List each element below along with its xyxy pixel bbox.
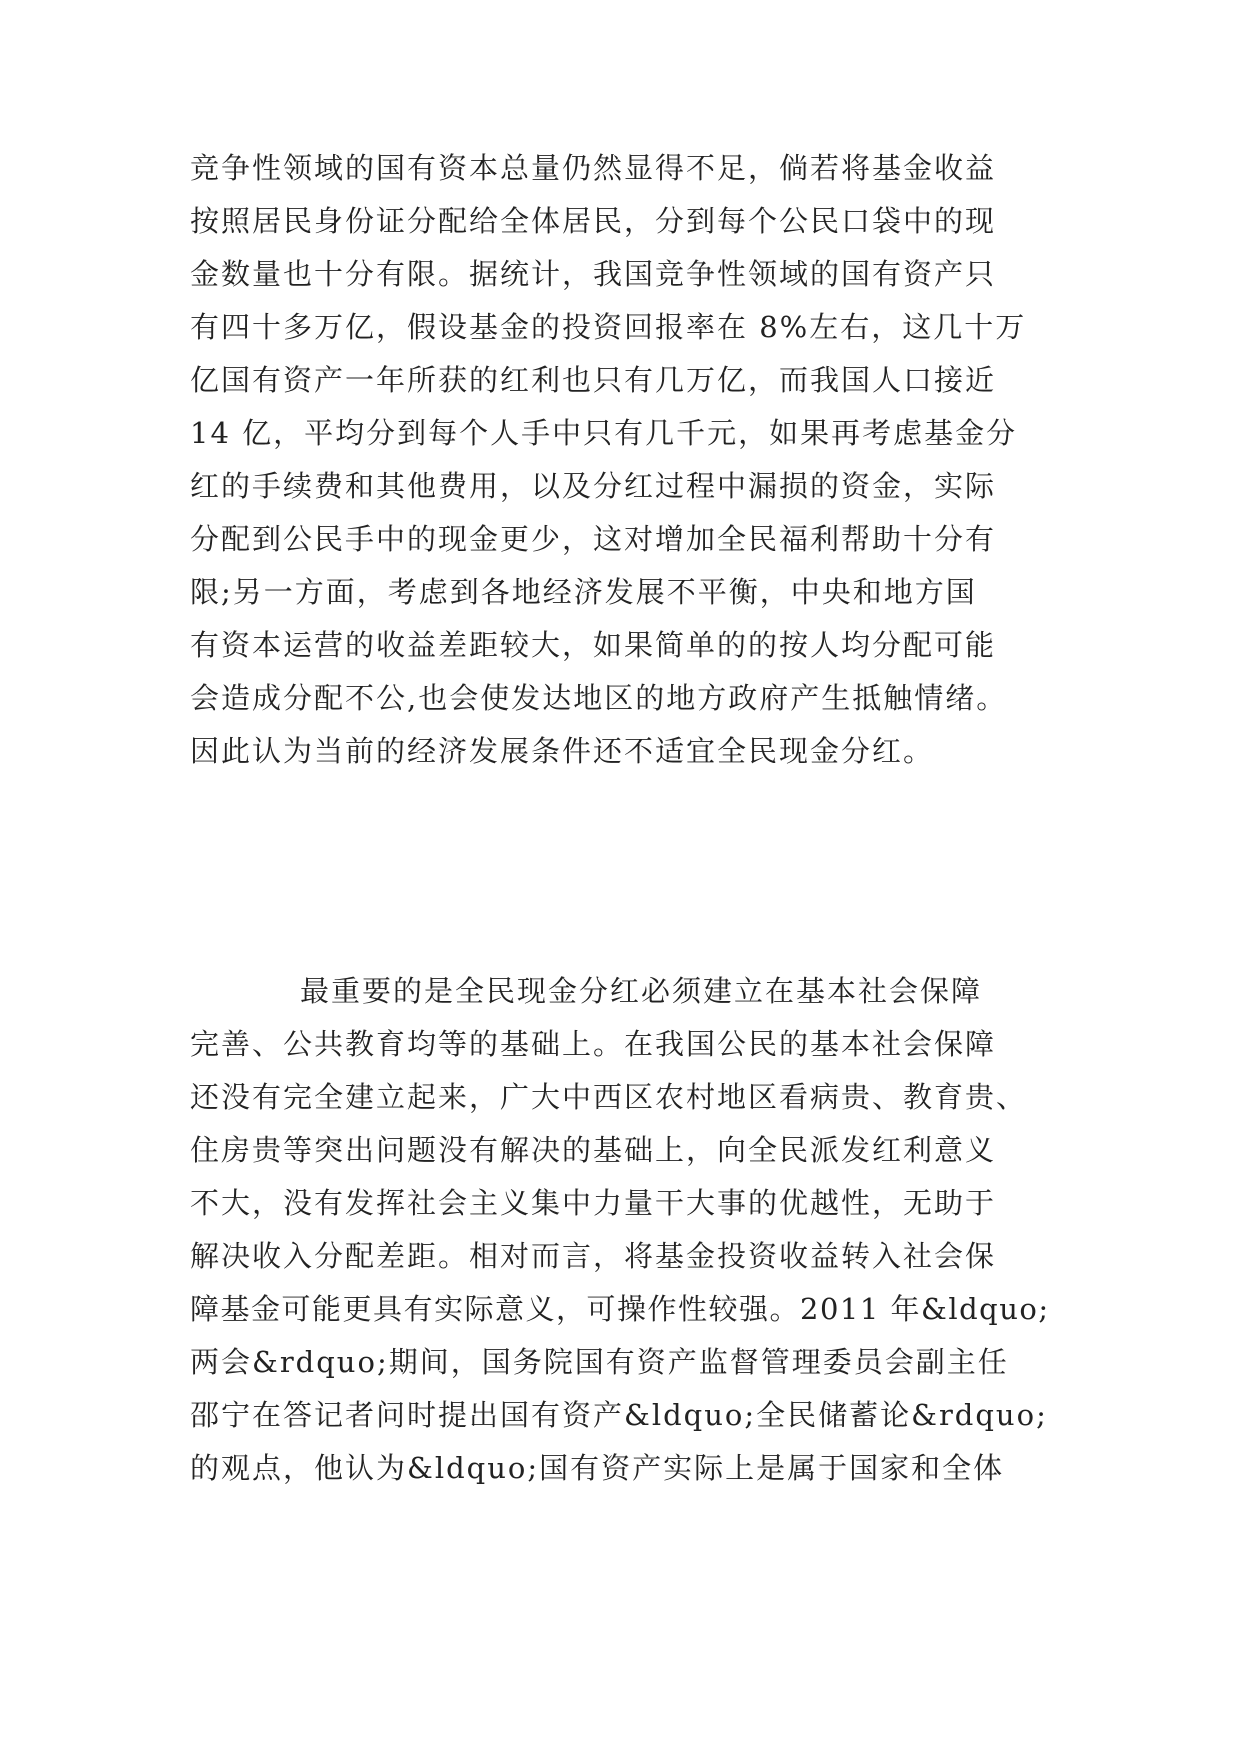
paragraph-line: 会造成分配不公,也会使发达地区的地方政府产生抵触情绪。 [190, 681, 1008, 715]
paragraph-line: 最重要的是全民现金分红必须建立在基本社会保障 [300, 974, 983, 1008]
paragraph-line: 障基金可能更具有实际意义，可操作性较强。2011 年&ldquo; [190, 1292, 1050, 1326]
paragraph-line: 完善、公共教育均等的基础上。在我国公民的基本社会保障 [190, 1027, 997, 1061]
paragraph-line: 有资本运营的收益差距较大，如果简单的的按人均分配可能 [190, 628, 997, 662]
paragraph-line: 两会&rdquo;期间，国务院国有资产监督管理委员会副主任 [190, 1345, 1009, 1379]
paragraph-line: 因此认为当前的经济发展条件还不适宜全民现金分红。 [190, 734, 935, 768]
paragraph-line: 解决收入分配差距。相对而言，将基金投资收益转入社会保 [190, 1239, 997, 1273]
paragraph-line: 限;另一方面，考虑到各地经济发展不平衡，中央和地方国 [190, 575, 977, 609]
paragraph-line: 竞争性领域的国有资本总量仍然显得不足，倘若将基金收益 [190, 151, 997, 185]
paragraph-line: 还没有完全建立起来，广大中西区农村地区看病贵、教育贵、 [190, 1080, 1028, 1114]
paragraph-line: 14 亿，平均分到每个人手中只有几千元，如果再考虑基金分 [190, 416, 1018, 450]
paragraph-line: 分配到公民手中的现金更少，这对增加全民福利帮助十分有 [190, 522, 997, 556]
paragraph-line: 金数量也十分有限。据统计，我国竞争性领域的国有资产只 [190, 257, 997, 291]
paragraph-line: 邵宁在答记者问时提出国有资产&ldquo;全民储蓄论&rdquo; [190, 1398, 1048, 1432]
paragraph-line: 按照居民身份证分配给全体居民，分到每个公民口袋中的现 [190, 204, 997, 238]
paragraph-line: 住房贵等突出问题没有解决的基础上，向全民派发红利意义 [190, 1133, 997, 1167]
paragraph-line: 亿国有资产一年所获的红利也只有几万亿，而我国人口接近 [190, 363, 997, 397]
paragraph-line: 红的手续费和其他费用，以及分红过程中漏损的资金，实际 [190, 469, 997, 503]
paragraph-line: 的观点，他认为&ldquo;国有资产实际上是属于国家和全体 [190, 1451, 1005, 1485]
paragraph-line: 不大，没有发挥社会主义集中力量干大事的优越性，无助于 [190, 1186, 997, 1220]
paragraph-line: 有四十多万亿，假设基金的投资回报率在 8%左右，这几十万 [190, 310, 1027, 344]
